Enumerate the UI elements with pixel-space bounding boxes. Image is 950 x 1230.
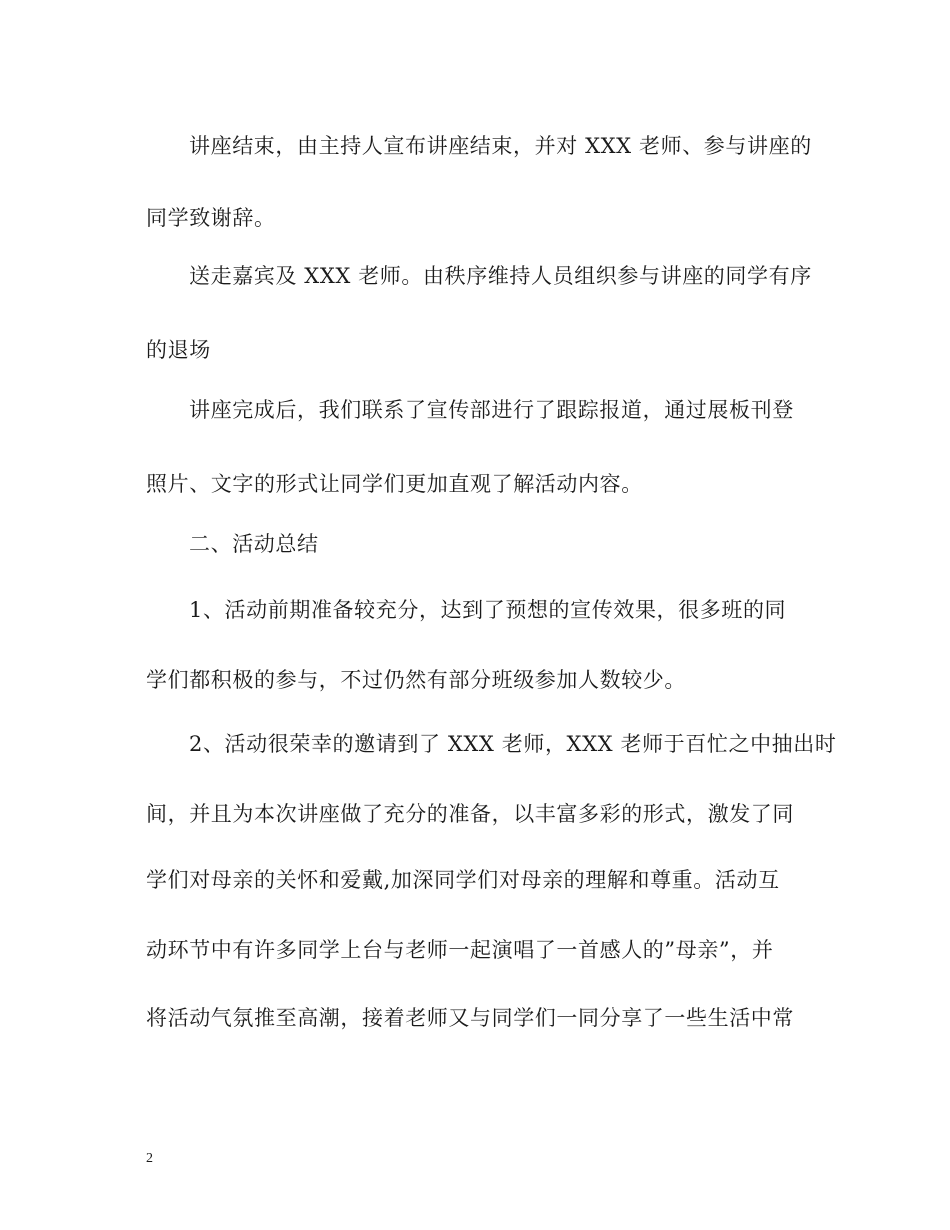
paragraph-line: 同学致谢辞。 bbox=[146, 206, 276, 230]
paragraph-line: 将活动气氛推至高潮，接着老师又与同学们一同分享了一些生活中常 bbox=[146, 1006, 794, 1030]
paragraph-line: 讲座结束，由主持人宣布讲座结束，并对 XXX 老师、参与讲座的 bbox=[189, 134, 812, 158]
paragraph-line: 讲座完成后，我们联系了宣传部进行了跟踪报道，通过展板刊登 bbox=[189, 398, 794, 422]
paragraph-line: 学们对母亲的关怀和爱戴,加深同学们对母亲的理解和尊重。活动互 bbox=[146, 868, 780, 892]
paragraph-line: 照片、文字的形式让同学们更加直观了解活动内容。 bbox=[146, 472, 643, 496]
paragraph-line: 的退场 bbox=[146, 338, 211, 362]
paragraph-line: 2、活动很荣幸的邀请到了 XXX 老师，XXX 老师于百忙之中抽出时 bbox=[189, 732, 837, 756]
paragraph-line: 间，并且为本次讲座做了充分的准备，以丰富多彩的形式，激发了同 bbox=[146, 802, 794, 826]
paragraph-line: 学们都积极的参与，不过仍然有部分班级参加人数较少。 bbox=[146, 668, 686, 692]
paragraph-line: 动环节中有许多同学上台与老师一起演唱了一首感人的”母亲”，并 bbox=[146, 938, 774, 962]
paragraph-line: 送走嘉宾及 XXX 老师。由秩序维持人员组织参与讲座的同学有序 bbox=[189, 264, 812, 288]
paragraph-line: 1、活动前期准备较充分，达到了预想的宣传效果，很多班的同 bbox=[189, 598, 787, 622]
section-heading: 二、活动总结 bbox=[189, 532, 319, 556]
page-number: 2 bbox=[146, 1151, 153, 1166]
